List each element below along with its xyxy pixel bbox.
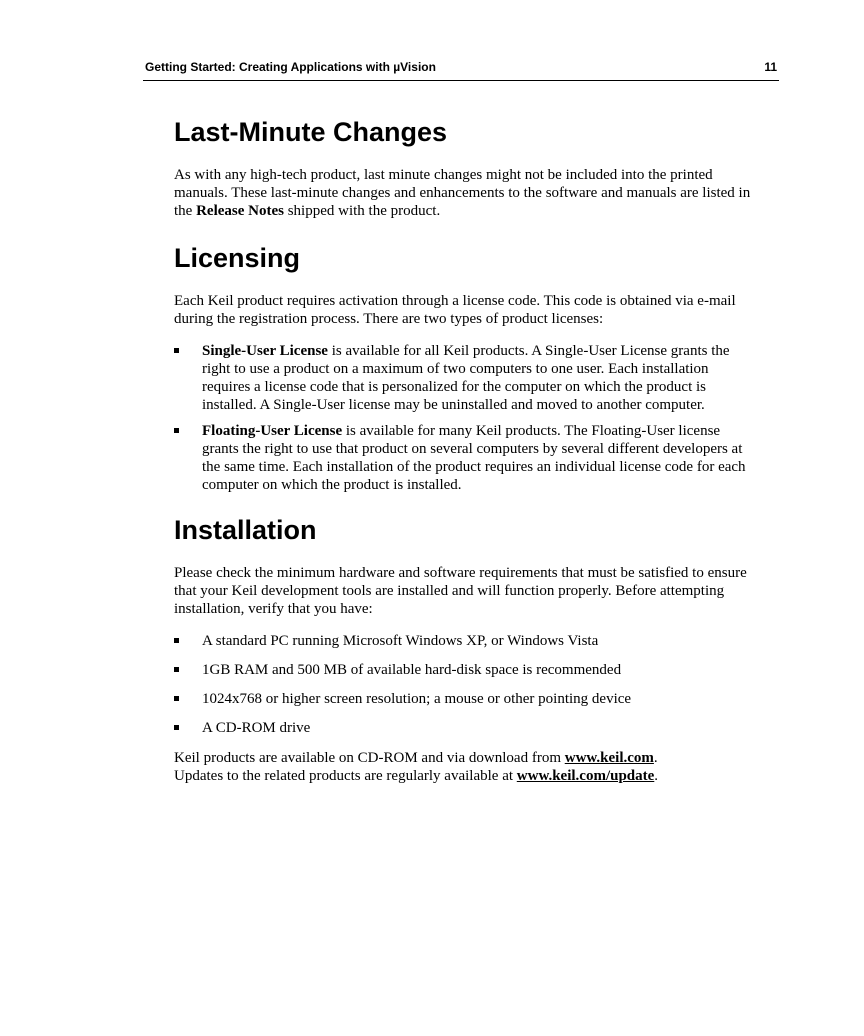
- list-item-requirement: [174, 719, 754, 737]
- download-text-b: .: [653, 750, 658, 766]
- list-item-single-user: [174, 342, 754, 414]
- release-notes-bold: Release Notes: [196, 203, 284, 219]
- license-types-list: [174, 342, 754, 494]
- page-header: [143, 58, 779, 81]
- list-item-requirement: [174, 690, 754, 708]
- page-content: [174, 112, 754, 799]
- requirement-text: 1GB RAM and 500 MB of available hard-disk space is recommended: [202, 662, 622, 678]
- section-last-minute-changes: [174, 112, 754, 220]
- heading-licensing: Licensing: [174, 243, 301, 273]
- last-minute-text-a: As with any high-tech product, last minute changes might not be included into the printed manuals. These last-minute changes and enhancements to the software and manuals are listed in the: [174, 167, 751, 219]
- list-item-floating-user: [174, 422, 754, 494]
- list-item-requirement: [174, 632, 754, 650]
- bullet-icon: [174, 696, 179, 701]
- requirement-text: A CD-ROM drive: [202, 720, 311, 736]
- bullet-icon: [174, 348, 179, 353]
- bullet-icon: [174, 428, 179, 433]
- heading-last-minute-changes: Last-Minute Changes: [174, 117, 448, 147]
- page-number: 11: [764, 60, 777, 74]
- section-licensing: [174, 238, 754, 494]
- list-item-requirement: [174, 661, 754, 679]
- requirement-text: A standard PC running Microsoft Windows XP, or Windows Vista: [202, 633, 599, 649]
- update-text-a: Updates to the related products are regularly available at: [174, 768, 517, 784]
- download-paragraph: [174, 749, 754, 785]
- keil-update-link[interactable]: www.keil.com/update: [516, 768, 655, 784]
- last-minute-text-b: shipped with the product.: [283, 203, 441, 219]
- keil-website-link[interactable]: www.keil.com: [564, 750, 654, 766]
- floating-user-text: is available for many Keil products. The Floating-User license grants the right to use that product on several computers by several different developers at the same time. Each installation of the product requires an individual license code for each computer on which the product is installed.: [202, 423, 746, 493]
- installation-paragraph: Please check the minimum hardware and software requirements that must be satisfied to ensure that your Keil development tools are installed and will function properly. Before attempting installation, verify that you have:: [174, 565, 747, 617]
- requirements-list: [174, 632, 754, 737]
- download-text-a: Keil products are available on CD-ROM and via download from: [174, 750, 565, 766]
- bullet-icon: [174, 638, 179, 643]
- floating-user-title: Floating-User License: [202, 423, 343, 439]
- last-minute-paragraph: [174, 166, 754, 220]
- single-user-title: Single-User License: [202, 343, 328, 359]
- requirement-text: 1024x768 or higher screen resolution; a mouse or other pointing device: [202, 691, 632, 707]
- single-user-text: is available for all Keil products. A Single-User License grants the right to use a product on a maximum of two computers to one user. Each installation requires a license code that is personalized for the computer on which the product is installed. A Single-User license may be uninstalled and moved to another computer.: [202, 343, 730, 413]
- licensing-paragraph: Each Keil product requires activation through a license code. This code is obtained via e-mail during the registration process. There are two types of product licenses:: [174, 293, 736, 327]
- bullet-icon: [174, 725, 179, 730]
- heading-installation: Installation: [174, 515, 317, 545]
- section-installation: [174, 510, 754, 785]
- running-header-title: Getting Started: Creating Applications with µVision: [145, 60, 436, 74]
- bullet-icon: [174, 667, 179, 672]
- update-text-b: .: [654, 768, 659, 784]
